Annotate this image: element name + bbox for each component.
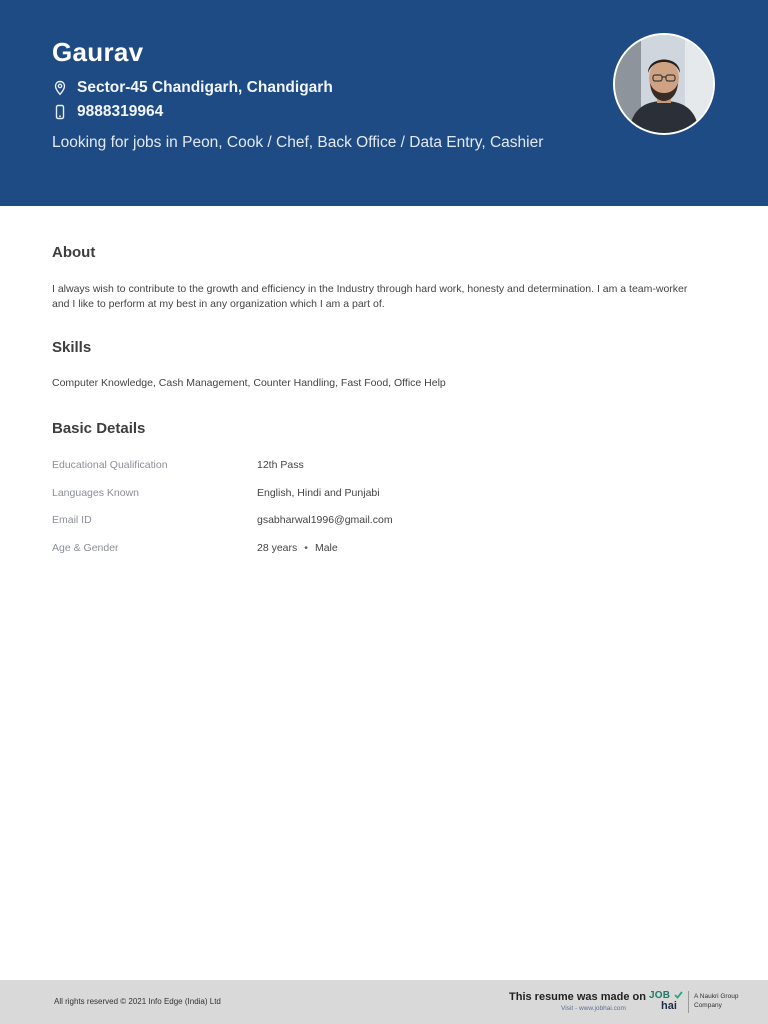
logo-job-text: JOB: [649, 990, 671, 1001]
detail-row-age-gender: [52, 542, 652, 558]
detail-value: English, Hindi and Punjabi: [257, 487, 380, 499]
candidate-name: Gaurav: [52, 37, 144, 67]
detail-value: 12th Pass: [257, 459, 304, 471]
detail-row-email: [52, 514, 652, 530]
email-value: gsabharwal1996@gmail.com: [257, 514, 393, 526]
footer: [0, 980, 768, 1024]
logo-divider: [688, 991, 689, 1013]
naukri-group-text: [694, 992, 754, 1010]
made-on-text: This resume was made on: [509, 991, 646, 1003]
gender-value: Male: [314, 542, 338, 554]
location-text: Sector-45 Chandigarh, Chandigarh: [77, 79, 333, 96]
jobhai-logo: [649, 990, 685, 1014]
detail-label: Email ID: [52, 514, 92, 526]
phone-text: 9888319964: [77, 103, 164, 120]
about-heading: About: [52, 244, 96, 261]
visit-link[interactable]: Visit - www.jobhai.com: [561, 1005, 626, 1012]
age-value: 28 years: [257, 542, 298, 554]
profile-header: [0, 0, 768, 206]
location-row: [52, 78, 333, 98]
detail-row-languages: [52, 487, 652, 503]
detail-label: Languages Known: [52, 487, 139, 499]
phone-row: [52, 102, 163, 122]
age-gender-value: [257, 542, 338, 554]
detail-label: Educational Qualification: [52, 459, 168, 471]
phone-icon: [52, 104, 68, 120]
copyright-text: All rights reserved © 2021 Info Edge (India) Ltd: [54, 997, 221, 1006]
group-line-2: Company: [694, 1002, 722, 1009]
basic-details-heading: Basic Details: [52, 420, 146, 437]
bullet-separator: •: [304, 542, 308, 554]
job-preferences: Looking for jobs in Peon, Cook / Chef, Back Office / Data Entry, Cashier: [52, 134, 544, 151]
location-pin-icon: [52, 80, 68, 96]
detail-label: Age & Gender: [52, 542, 119, 554]
detail-row-education: [52, 459, 652, 475]
skills-heading: Skills: [52, 339, 92, 356]
group-line-1: A Naukri Group: [694, 993, 739, 1000]
skills-text: Computer Knowledge, Cash Management, Counter Handling, Fast Food, Office Help: [52, 377, 446, 389]
avatar: [613, 33, 715, 135]
checkmark-icon: [674, 991, 683, 999]
about-text: I always wish to contribute to the growth and efficiency in the Industry through hard work, honesty and determination. I am a team-worker and I like to perform at my best in any organization which I am a part of.: [52, 283, 688, 310]
logo-hai-text: hai: [661, 1000, 677, 1012]
